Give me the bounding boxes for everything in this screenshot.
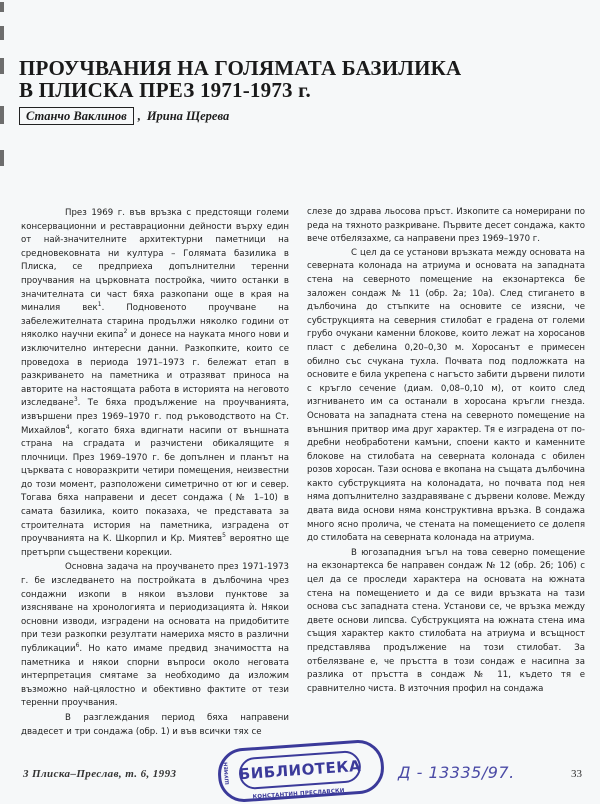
binding-mark <box>0 106 4 124</box>
paragraph-4: С цел да се установи връзката между основата на северната колонада на атриума и основата на западната стена на северното помещение на екзонартекса бе заложен сондаж № 11 (обр. 2а; 10а). След стигането в дълбочина до стъпките на основите се изясни, че субструкцията на северния стилобат е градена от големи грубо очукани каменни блокове, които лежат на хоросанов пласт с дебелина 0,20–0,30 м. Хоросанът е примесен обилно със счукана тухла. Почвата под подложката на основите е била укрепена с нагъсто забити дървени пилоти с кръгло сечение (диам. 0,08–0,10 м), от които след изгниването им са останали в хоросана кръгли гнезда. Основата на западната стена на северното помещение на външния притвор има друг характер. Тя е изградена от по-дребни необработени камъни, споени както и каменните блокове на стилобата на северната колонада с обилен розов хоросан. Тази основа е вкопана на същата дълбочина както субструкцията на колонадата, но почвата под нея няма допълнително заздравяване с дървени колове. Между двата вида основи няма конструктивна връзка. В сондажа много ясно пролича, че стената на помещението се долепя до стилобата на северната колонада на атриума. <box>307 247 585 544</box>
footnote-ref: 4 <box>65 423 70 431</box>
stamp-bottom-text: КОНСТАНТИН ПРЕСЛАВСКИ <box>252 788 345 801</box>
title-line-2: В ПЛИСКА ПРЕЗ 1971-1973 г. <box>19 78 312 102</box>
page-number: 33 <box>571 768 582 780</box>
text-span: През 1969 г. във връзка с предстоящи големи консервационни и реставрационни дейности върху един от най-значителните архитектурни паметници на средновековната ни култура – Голямата базилика в Плиска, се предприеха допълнителни теренни проучвания на църковната постройка, чиито останки в значителната си част бяха разкопани още в края на миналия век <box>21 208 289 314</box>
title-line-1: ПРОУЧВАНИЯ НА ГОЛЯМАТА БАЗИЛИКА <box>19 56 462 80</box>
binding-mark <box>0 2 4 12</box>
text-span: Основна задача на проучването през 1971-1973 г. бе изследването на постройката в дълбочина чрез сондажни изкопи в някои възлови пунктове за изясняване на хронологията и периодизацията ѝ. Някои основни изводи, изградени на основата на придобитите при тези разкопки резултати намериха място в различни публикации <box>21 562 289 654</box>
footnote-ref: 2 <box>123 328 128 336</box>
authors <box>19 107 229 125</box>
binding-mark <box>0 58 4 74</box>
author-second: Ирина Щерева <box>146 109 230 123</box>
footnote-ref: 3 <box>73 396 78 404</box>
text-span: . Подновеното проучване на забележителната старина продължи няколко години от няколко научни екипа <box>21 303 289 341</box>
text-column-right <box>307 206 585 696</box>
paragraph-3: В разглеждания период бяха направени двадесет и три сондажа (обр. 1) и във всички тях се <box>21 712 289 737</box>
stamp-inner-ring <box>238 750 362 790</box>
binding-mark <box>0 26 4 40</box>
library-stamp <box>216 738 385 803</box>
text-span: , когато бяха вдигнати насипи от външната страна на сградата и разчистени обикалящите я плочници. През 1969–1970 г. бе допълнен и планът на църквата с новоразкрити четири помещения, неизвестни до този момент, разположени симетрично от юг и север. Тогава бяха направени и десет сондажа (№ 1–10) в самата базилика, които показаха, че представата за строителната история на паметника, изградена от проучванията на К. Шкорпил и Кр. Миятев <box>21 425 289 545</box>
journal-footer: 3 Плиска–Преслав, т. 6, 1993 <box>23 768 177 780</box>
article-title <box>19 57 559 101</box>
footnote-ref: 6 <box>75 642 80 650</box>
text-span: вероятно ще претърпи съществени корекции. <box>21 534 289 558</box>
handwritten-inventory-note: Д - 13335/97. <box>398 763 515 782</box>
footnote-ref: 5 <box>222 532 226 540</box>
paragraph-continued: слезе до здрава льосова пръст. Изкопите са номерирани по реда на тяхното разкриване. Първите десет сондажа, както вече отбелязахме, са направени през 1969–1970 г. <box>307 207 585 245</box>
paragraph-1 <box>21 207 289 560</box>
text-span: . Но като имаме предвид значимостта на паметника и някои спорни въпроси около неговата интерпретация смятаме за необходимо да изложим възможно най-цялостно и обективно фактите от тези теренни проучвания. <box>21 644 289 709</box>
author-boxed: Станчо Ваклинов <box>19 107 134 125</box>
text-column-left <box>21 207 289 739</box>
binding-mark <box>0 150 4 166</box>
footnote-ref: 1 <box>97 301 102 309</box>
stamp-side-text: ШУМЕН <box>223 761 231 785</box>
paragraph-5: В югозападния ъгъл на това северно помещение на екзонартекса бе направен сондаж № 12 (обр. 2б; 10б) с цел да се проследи характера на основата на южната стена на помещението и да се види връзката на тази основа със западната стена. Установи се, че връзка между двете основи липсва. Субструкцията на южната стена има същия характер както стилобата на атриума и всъщност представлява продължение на този стилобат. За отбелязване е, че пръстта в този сондаж е насипна за разлика от пръстта в сондаж № 11, където тя е сравнително чиста. В източния профил на сондажа <box>307 547 585 694</box>
paragraph-2 <box>21 561 289 711</box>
text-span: и донесе на науката много нови и изключително интересни данни. Разкопките, които се проведоха в периода 1971–1973 г. бележат етап в разкриването на паметника и отразяват приноса на авторите на настоящата работа в историята на неговото изследване <box>21 330 290 409</box>
author-separator: , <box>137 109 141 123</box>
stamp-label: БИБЛИОТЕКА <box>238 756 362 784</box>
text-span: . Те бяха продължение на проучванията, извършени през 1969–1970 г. под ръководството на Ст. Михайлов <box>21 398 289 436</box>
